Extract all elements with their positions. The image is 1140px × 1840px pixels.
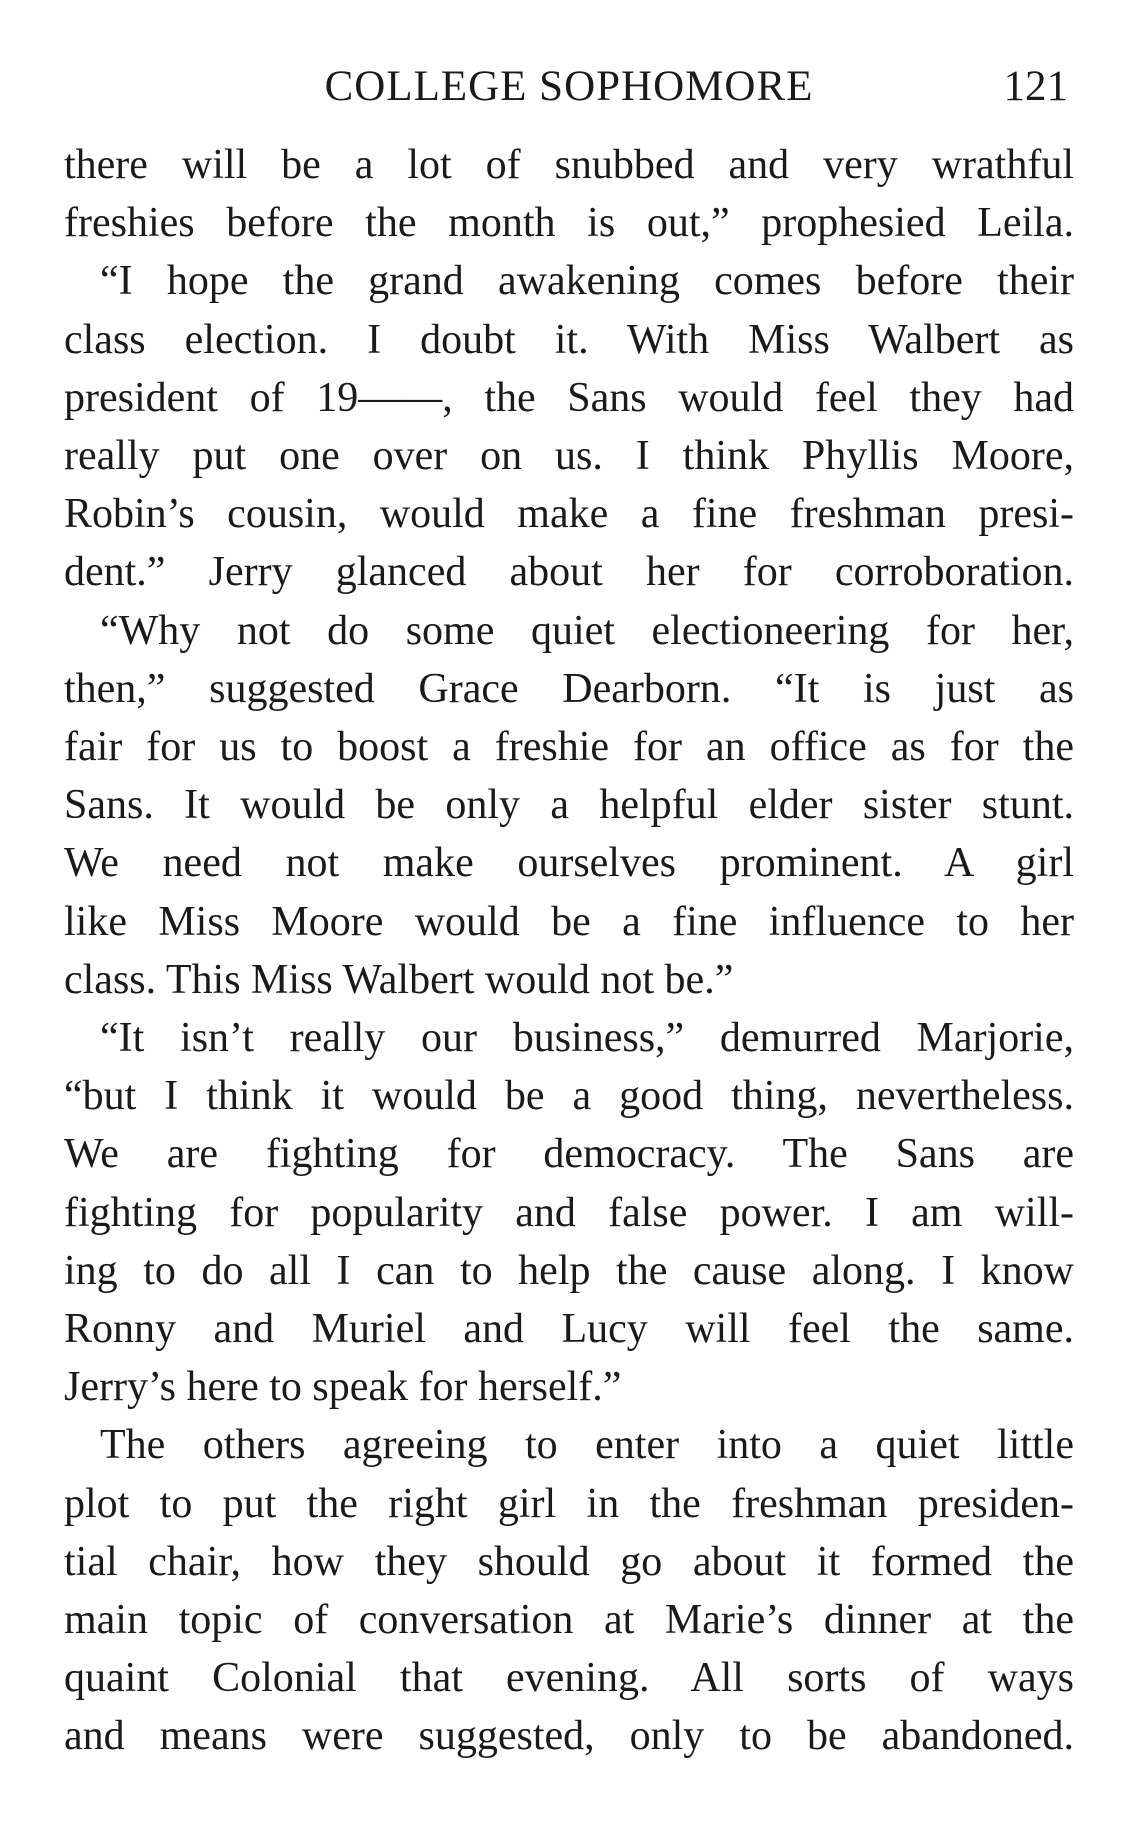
text-line: Jerry’s here to speak for herself.” (64, 1364, 622, 1411)
text-line: fighting for popularity and false power. I am will- (64, 1189, 1074, 1236)
text-line: class. This Miss Walbert would not be.” (64, 956, 734, 1003)
text-line: ing to do all I can to help the cause along. I know (64, 1247, 1074, 1294)
text-line: like Miss Moore would be a fine influence to her (64, 898, 1074, 945)
running-head (64, 52, 1074, 122)
text-line: then,” suggested Grace Dearborn. “It is just as (64, 665, 1074, 712)
text-line: plot to put the right girl in the freshman presiden- (64, 1480, 1074, 1527)
text-line: We are fighting for democracy. The Sans are (64, 1131, 1074, 1178)
text-line: main topic of conversation at Marie’s dinner at the (64, 1597, 1074, 1644)
text-line: The others agreeing to enter into a quiet little (100, 1422, 1074, 1469)
text-line: quaint Colonial that evening. All sorts of ways (64, 1655, 1074, 1702)
text-line: fair for us to boost a freshie for an office as for the (64, 724, 1074, 771)
body-text (64, 136, 1074, 1766)
text-line: there will be a lot of snubbed and very wrathful (64, 142, 1074, 188)
text-line: “but I think it would be a good thing, nevertheless. (64, 1073, 1074, 1120)
text-line: We need not make ourselves prominent. A girl (64, 840, 1074, 887)
text-line: Ronny and Muriel and Lucy will feel the same. (64, 1306, 1074, 1353)
text-line: president of 19——, the Sans would feel they had (64, 374, 1074, 421)
text-line: dent.” Jerry glanced about her for corroboration. (64, 549, 1074, 596)
text-line: “Why not do some quiet electioneering for her, (100, 607, 1074, 654)
text-line: really put one over on us. I think Phyllis Moore, (64, 433, 1074, 480)
text-line: Sans. It would be only a helpful elder sister stunt. (64, 782, 1074, 829)
text-line: tial chair, how they should go about it formed the (64, 1538, 1074, 1585)
text-line: “It isn’t really our business,” demurred Marjorie, (100, 1015, 1074, 1062)
text-line: “I hope the grand awakening comes before their (100, 258, 1074, 305)
text-line: and means were suggested, only to be abandoned. (64, 1713, 1074, 1760)
book-page (64, 52, 1074, 1766)
running-title: COLLEGE SOPHOMORE (324, 63, 814, 110)
text-line: freshies before the month is out,” prophesied Leila. (64, 200, 1074, 247)
text-line: Robin’s cousin, would make a fine freshman presi- (64, 491, 1074, 538)
page-number: 121 (1003, 63, 1068, 110)
text-line: class election. I doubt it. With Miss Walbert as (64, 316, 1074, 363)
